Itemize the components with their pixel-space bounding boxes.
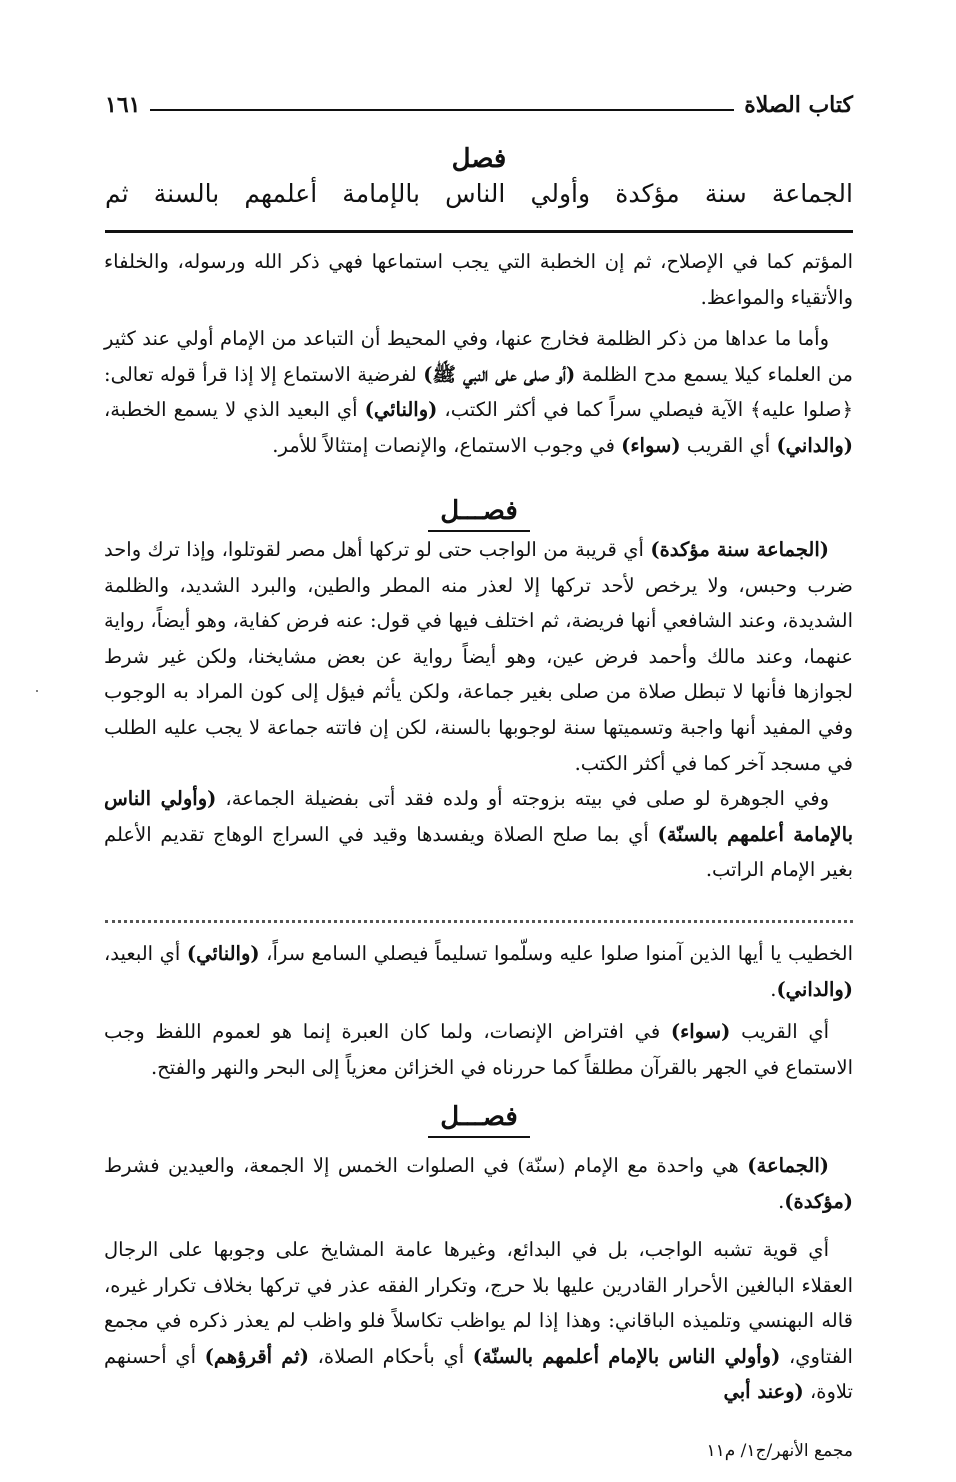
- text-run: أي القريب: [680, 433, 777, 457]
- lower-commentary-1: [104, 1014, 853, 1085]
- bold-term: (وعند أبي: [723, 1380, 804, 1404]
- running-header: [105, 84, 853, 118]
- text-run: في افتراض الإنصات، ولما كان العبرة إنما هو لعموم اللفظ وجب الاستماع في الجهر بالقرآن مطلقاً كما حررناه في الخزائن معزياً إلى البحر والنهر والفتح.: [104, 1020, 853, 1079]
- bold-term: (والداني): [776, 433, 853, 457]
- text-run: أي بأحكام الصلاة،: [308, 1344, 473, 1368]
- text-run: أي قريبة من الواجب حتى لو تركها أهل مصر لقوتلوا، وإذا ترك واحد ضرب وحبس، ولا يرخص لأحد تركها إلا لعذر منه المطر والطين، والبرد الشديد، والظلمة الشديدة، وعند الشافعي أنها فريضة، ثم اختلف فيها في قول: عنه فرض كفاية، وهو أيضاً، رواية عنهما، وعند مالك وأحمد فرض عين، وهو أيضاً رواية عن بعض مشايخنا، ولكن غير شرط لجوازها فأنها لا تبطل صلاة من صلى بغير جماعة، ولكن يأثم فيؤل إلى كون المراد به الوجوب وفي المفيد أنها واجبة وتسميتها سنة لوجوبها بالسنة، لكن إن فاتته جماعة لا يجب عليه الطلب في مسجد آخر كما في أكثر الكتب.: [104, 538, 853, 775]
- commentary-paragraph: [104, 1232, 853, 1410]
- text-run: هي واحدة مع الإمام (سنّة) في الصلوات الخمس إلا الجمعة، والعيدين فشرط: [104, 1154, 748, 1177]
- text-run: أي بما صلح الصلاة ويفسدها وقيد في السراج الوهاج تقديم الأعلم بغير الإمام الراتب.: [104, 822, 853, 882]
- book-title: كتاب الصلاة: [744, 92, 853, 118]
- commentary-paragraph: [104, 321, 853, 463]
- bold-term: (سواء): [670, 1020, 731, 1043]
- bold-term: (والنائي): [186, 942, 260, 965]
- section-heading-text: فصـــل: [428, 494, 530, 532]
- footer-signature: مجمع الأنهر/ج١/ م١١: [706, 1441, 853, 1461]
- matn-text: الجماعة سنة مؤكدة وأولي الناس بالإمامة أعلمهم بالسنة ثم: [105, 179, 853, 208]
- bold-term: (وأولي الناس بالإمامة أعلمهم بالسنّة): [104, 787, 853, 846]
- bold-term: (سواء): [621, 433, 681, 457]
- lower-commentary-2: [104, 1232, 853, 1410]
- commentary-block-1: [104, 244, 853, 464]
- section-heading: فصل: [451, 144, 507, 174]
- bold-term: (وأولي الناس بالإمام أعلمهم بالسنّة): [472, 1344, 781, 1368]
- scan-speck: [36, 690, 38, 692]
- lower-matn-2: [104, 1148, 853, 1219]
- section-heading-text: فصـــل: [428, 1100, 530, 1138]
- commentary-paragraph: [104, 1014, 853, 1085]
- section-heading: [105, 1100, 853, 1138]
- section-heading: [105, 494, 853, 532]
- matn-block: [105, 142, 853, 212]
- text-run: أي أحسنهم تلاوة،: [104, 1344, 853, 1404]
- text-run: وأما ما عداها من ذكر الظلمة فخارج عنها، وفي المحيط أن التباعد من الإمام أولي عند كثير من العلماء كيلا يسمع مدح الظلمة: [104, 327, 854, 386]
- commentary-paragraph: [104, 532, 853, 781]
- text-run: .: [770, 977, 777, 1001]
- matn-paragraph: [104, 936, 853, 1007]
- lower-matn-1: [104, 936, 853, 1007]
- bold-term: (أو صلى على النبي ﷺ): [423, 362, 576, 386]
- text-run: وفي الجوهرة لو صلى في بيته بزوجته أو ولده فقد أتى بفضيلة الجماعة،: [216, 787, 829, 811]
- bold-term: (مؤكدة): [784, 1189, 853, 1213]
- text-run: أي البعيد الذي لا يسمع الخطبة،: [104, 398, 365, 422]
- page-number: ١٦١: [105, 92, 141, 118]
- commentary-paragraph: [104, 781, 853, 888]
- text-run: الخطيب يا أيها الذين آمنوا صلوا عليه وسلّموا تسليماً فيصلي السامع سراً،: [259, 942, 853, 965]
- bold-term: (والنائي): [364, 398, 438, 422]
- bold-term: (الجماعة): [747, 1154, 829, 1177]
- matn-paragraph: [104, 1148, 853, 1219]
- text-run: أي قوية تشبه الواجب، بل في البدائع، وغيرها عامة المشايخ على وجوبها على الرجال العقلاء البالغين الأحرار القادرين عليها بلا حرج، وتكرار الفقه عذر في تركها بخلاف تكرار غيره، قاله البهنسي وتلميذه الباقاني: وهذا إذا لم يواظب تكاسلاً فلو واظب لم يعذر ذكره في مجمع الفتاوي،: [104, 1238, 853, 1368]
- commentary-block-2: [104, 532, 853, 888]
- bold-term: (والداني): [776, 977, 853, 1001]
- text-run: .: [778, 1189, 785, 1213]
- text-run: في وجوب الاستماع، والإنصات إمتثالاً للأمر.: [272, 433, 622, 457]
- dotted-separator: [105, 920, 853, 923]
- matn-divider: [105, 230, 853, 233]
- text-run: أي البعيد،: [104, 942, 187, 965]
- bold-term: (الجماعة سنة مؤكدة): [650, 538, 829, 561]
- bold-term: (ثم أقرؤهم): [204, 1344, 309, 1368]
- header-rule: [150, 109, 734, 111]
- text-run: لفرضية الاستماع إلا إذا قرأ قوله تعالى: ﴿صلوا عليه﴾ الآية فيصلي سراً كما في أكثر الكتب،: [104, 362, 853, 422]
- commentary-paragraph: المؤتم كما في الإصلاح، ثم إن الخطبة التي يجب استماعها فهي ذكر الله ورسوله، والخلفاء والأتقياء والمواعظ.: [104, 250, 853, 309]
- text-run: أي القريب: [730, 1020, 830, 1043]
